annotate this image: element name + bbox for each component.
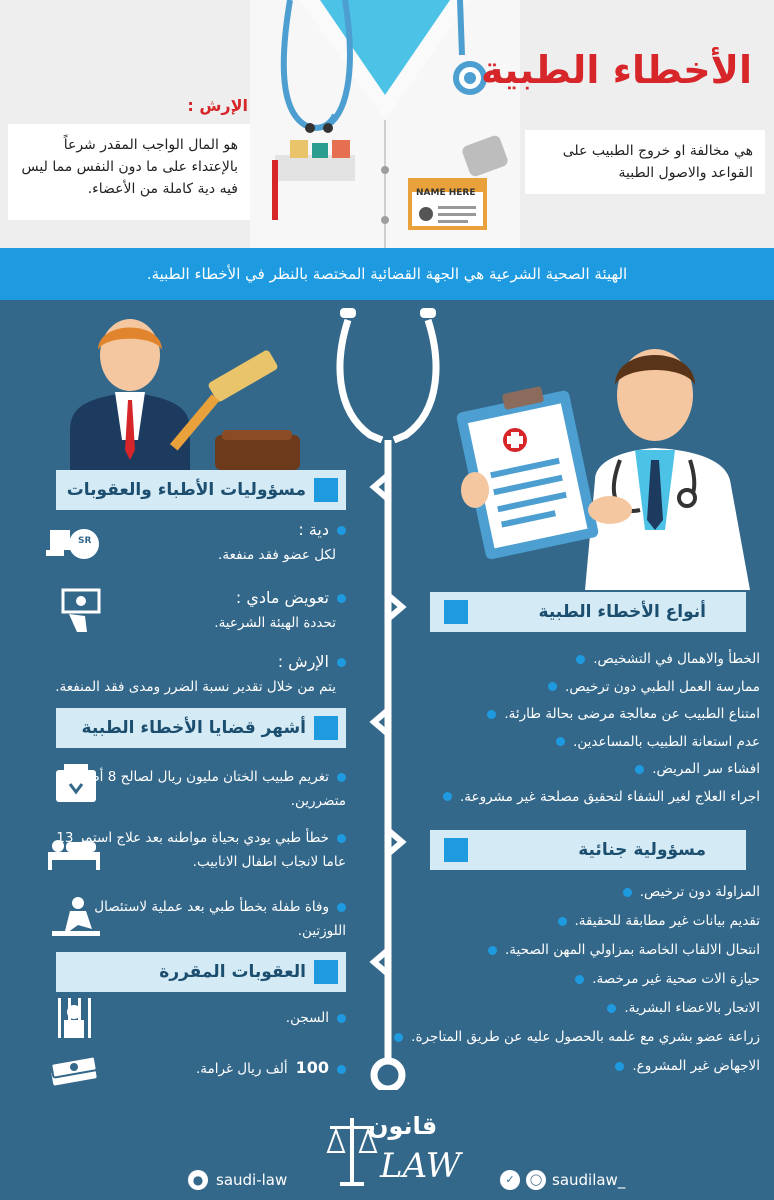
penalties-heading [56,952,346,992]
criminal-text: انتحال الالقاب الخاصة بمزاولي المهن الصحية. [505,942,760,958]
criminal-item [390,878,760,907]
case-item-2 [46,826,346,874]
criminal-item [390,1052,760,1081]
diya-title: دية : [298,520,329,539]
criminal-item [390,936,760,965]
money-bag-icon [44,520,100,564]
bullet-icon [337,526,346,535]
doctor-clipboard-illustration [455,330,765,590]
compensation-title: تعويض مادي : [235,588,329,607]
case-text-1: تغريم طبيب الختان مليون ريال لصالح 8 أطفال متضررين. [68,769,346,809]
brand-logo [322,1112,462,1194]
penalties-heading-text: العقوبات المقررة [159,962,306,982]
type-item [400,784,760,812]
snapchat-icon: ● [188,1170,208,1190]
name-tag-text: NAME HERE [416,188,476,198]
prison-text: السجن. [285,1010,329,1026]
responsibility-title-arsh [278,652,346,671]
bullet-icon [576,655,585,664]
heading-square-icon [444,600,468,624]
criminal-item [390,965,760,994]
doctor-coat-illustration [250,0,520,248]
sr-badge: SR [78,536,92,546]
heading-square-icon [314,478,338,502]
fine-text: ألف ريال غرامة. [195,1061,288,1077]
type-text: افشاء سر المريض. [652,761,760,777]
type-text: الخطأ والاهمال في التشخيص. [593,651,760,667]
criminal-text: الاتجار بالاعضاء البشرية. [624,1000,760,1016]
bullet-icon [337,658,346,667]
responsibility-text-compensation: تحددة الهيئة الشرعية. [214,615,336,631]
criminal-text: المزاولة دون ترخيص. [639,884,760,900]
arsh-label: الإرش : [187,96,248,115]
criminal-list [390,878,760,1081]
case-text-3: وفاة طفلة بخطأ طبي بعد عملية لاستئصال اللوزتين. [94,899,346,939]
criminal-text: زراعة عضو بشري مع علمه بالحصول عليه عن طريق المتاجرة. [411,1029,760,1045]
type-item [400,674,760,702]
criminal-text: حيازة الات صحية غير مرخصة. [592,971,760,987]
bullet-icon [623,888,632,897]
criminal-item [390,994,760,1023]
criminal-heading [430,830,746,870]
bullet-icon [337,903,346,912]
logo-arabic: قانون [368,1112,438,1140]
fine-amount: 100 [295,1058,329,1077]
type-text: امتناع الطبيب عن معالجة مرضى بحالة طارئة. [504,706,760,722]
type-text: ممارسة العمل الطبي دون ترخيص. [565,678,760,695]
cases-heading [56,708,346,748]
types-heading-text: أنواع الأخطاء الطبية [538,602,706,622]
penalty-fine [196,1058,346,1077]
responsibilities-heading [56,470,346,510]
snapchat-handle[interactable] [188,1170,287,1190]
bullet-icon [487,710,496,719]
authority-banner: الهيئة الصحية الشرعية هي الجهة القضائية المختصة بالنظر في الأخطاء الطبية. [0,248,774,300]
case-item-3 [46,895,346,943]
responsibility-text-arsh: يتم من خلال تقدير نسبة الضرر ومدى فقد المنفعة. [55,679,336,695]
definition-box: هي مخالفة او خروج الطبيب على القواعد والاصول الطبية [525,130,765,194]
bullet-icon [488,946,497,955]
type-item [400,646,760,674]
bullet-icon [337,834,346,843]
arsh-definition-box: هو المال الواجب المقدر شرعاً بالإعتداء على ما دون النفس مما ليس فيه دية كاملة من الأعضاء. [8,124,250,220]
heading-square-icon [444,838,468,862]
bullet-icon [558,917,567,926]
responsibility-title-diya [298,520,346,539]
heading-square-icon [314,716,338,740]
type-item [400,729,760,757]
arsh-title: الإرش : [277,652,329,671]
logo-english: LAW [380,1146,461,1186]
bullet-icon [548,682,557,691]
cases-heading-text: أشهر قضايا الأخطاء الطبية [81,718,306,738]
case-text-2: خطأ طبي يودي بحياة مواطنه بعد علاج استمر 13 عاما لانجاب اطفال الانابيب. [56,830,346,870]
responsibility-title-compensation [236,588,346,607]
responsibilities-heading-text: مسؤوليات الأطباء والعقوبات [66,480,306,500]
twitter-instagram-handle[interactable] [500,1170,625,1190]
bullet-icon [635,765,644,774]
cash-stack-icon [46,1046,102,1090]
type-item [400,701,760,729]
bullet-icon [575,975,584,984]
bullet-icon [394,1033,403,1042]
type-text: اجراء العلاج لغير الشفاء لتحقيق مصلحة غير مشروعة. [459,788,760,805]
heading-square-icon [314,960,338,984]
bullet-icon [556,737,565,746]
bullet-icon [443,792,452,801]
criminal-item [390,907,760,936]
bullet-icon [615,1062,624,1071]
types-heading [430,592,746,632]
page-title: الأخطاء الطبية [480,48,752,92]
criminal-heading-text: مسؤولية جنائية [578,840,706,860]
bullet-icon [607,1004,616,1013]
twitter-icon: ✓ [500,1170,520,1190]
case-item-1 [46,765,346,813]
judge-gavel-illustration [60,310,320,470]
snapchat-handle-text: saudi-law [216,1171,288,1189]
criminal-text: الاجهاض غير المشروع. [632,1058,760,1074]
penalty-prison [286,1010,346,1026]
type-text: عدم استعانة الطبيب بالمساعدين. [573,733,760,750]
type-item [400,756,760,784]
twitter-instagram-handle-text: saudilaw_ [552,1171,626,1189]
bullet-icon [337,1065,346,1074]
types-list [400,646,760,811]
criminal-text: تقديم بيانات غير مطابقة للحقيقة. [574,913,760,929]
cash-hand-icon [52,588,108,632]
bullet-icon [337,773,346,782]
criminal-item [390,1023,760,1052]
bullet-icon [337,1014,346,1023]
responsibility-text-diya: لكل عضو فقد منفعة. [218,547,336,563]
prison-icon [46,996,102,1040]
bullet-icon [337,594,346,603]
instagram-icon: ◯ [526,1170,546,1190]
